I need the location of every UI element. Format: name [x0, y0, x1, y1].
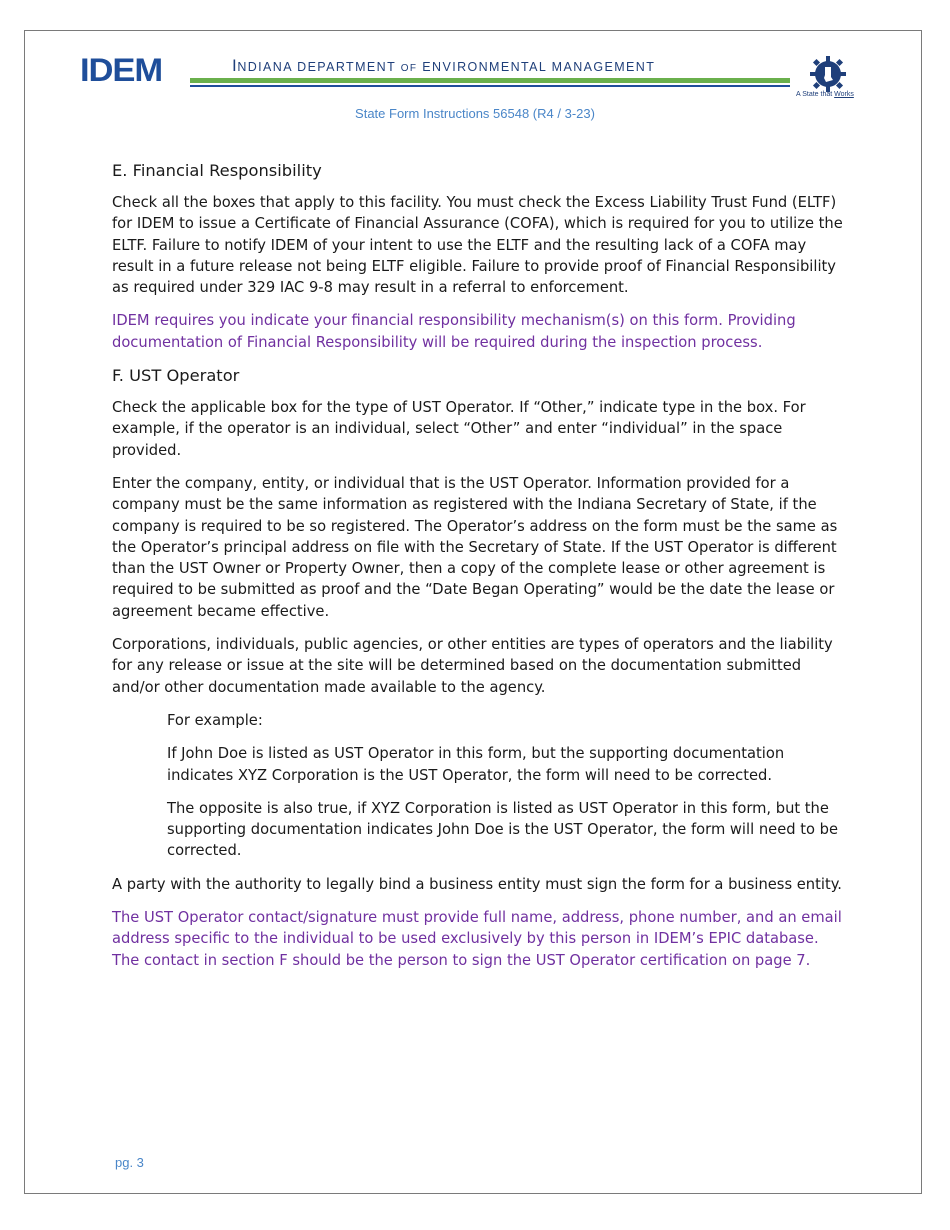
agency-name: [232, 56, 655, 79]
idem-logo: IDEM: [80, 52, 163, 88]
section-f-paragraph-5: The UST Operator contact/signature must provide full name, address, phone number, and an email address specific to the individual to be used exclusively by this person in IDEM’s EPIC database. The contact in section F should be the person to sign the UST Operator certification on page 7.: [112, 909, 842, 969]
section-f-paragraph-4: A party with the authority to legally bind a business entity must sign the form for a business entity.: [112, 875, 842, 893]
tagline-works: Works: [834, 91, 854, 98]
example-2: The opposite is also true, if XYZ Corporation is listed as UST Operator in this form, but the supporting documentation indicates John Doe is the UST Operator, the form will need to be corrected.: [167, 799, 838, 860]
header-green-rule: [190, 78, 790, 83]
agency-name-of: OF: [400, 63, 418, 74]
form-identifier: State Form Instructions 56548 (R4 / 3-23): [355, 106, 595, 121]
section-f-paragraph-2: Enter the company, entity, or individual that is the UST Operator. Information provided for a company must be the same information as registered with the Indiana Secretary of State, if the company is required to be so registered. The Operator’s address on the form must be the same as the Operator’s principal address on file with the Secretary of State. If the UST Operator is different than the UST Owner or Property Owner, then a copy of the complete lease or other agreement is required to be submitted as proof and the “Date Began Operating” would be the date the lease or agreement became effective.: [112, 474, 838, 620]
section-f-paragraph-3: Corporations, individuals, public agencies, or other entities are types of operators and the liability for any release or issue at the site will be determined based on the documentation submitted and/or other documentation made available to the agency.: [112, 636, 833, 696]
example-1: If John Doe is listed as UST Operator in this form, but the supporting documentation indicates XYZ Corporation is the UST Operator, the form will need to be corrected.: [167, 745, 785, 784]
state-tagline: [796, 91, 854, 98]
page-number: pg. 3: [115, 1155, 144, 1170]
agency-name-part-2: ENVIRONMENTAL MANAGEMENT: [417, 60, 656, 74]
section-e-heading: E. Financial Responsibility: [112, 161, 322, 180]
instructions-body: [112, 160, 844, 983]
section-e-paragraph-2: IDEM requires you indicate your financial responsibility mechanism(s) on this form. Providing documentation of Financial Responsibility will be required during the inspection process.: [112, 312, 796, 351]
section-f-paragraph-1: Check the applicable box for the type of UST Operator. If “Other,” indicate type in the box. For example, if the operator is an individual, select “Other” and enter “individual” in the space provided.: [112, 399, 806, 459]
agency-name-part-1: NDIANA DEPARTMENT: [237, 60, 401, 74]
example-label: For example:: [167, 711, 263, 729]
tagline-text: A State that: [796, 91, 835, 98]
section-e-paragraph-1: Check all the boxes that apply to this facility. You must check the Excess Liability Trust Fund (ELTF) for IDEM to issue a Certificate of Financial Assurance (COFA), which is required for you to utilize the ELTF. Failure to notify IDEM of your intent to use the ELTF and the resulting lack of a COFA may result in a future release not being ELTF eligible. Failure to provide proof of Financial Responsibility as required under 329 IAC 9-8 may result in a referral to enforcement.: [112, 194, 843, 297]
section-f-heading: F. UST Operator: [112, 366, 240, 386]
header-blue-rule: [190, 85, 790, 87]
agency-initial: I: [232, 56, 238, 75]
